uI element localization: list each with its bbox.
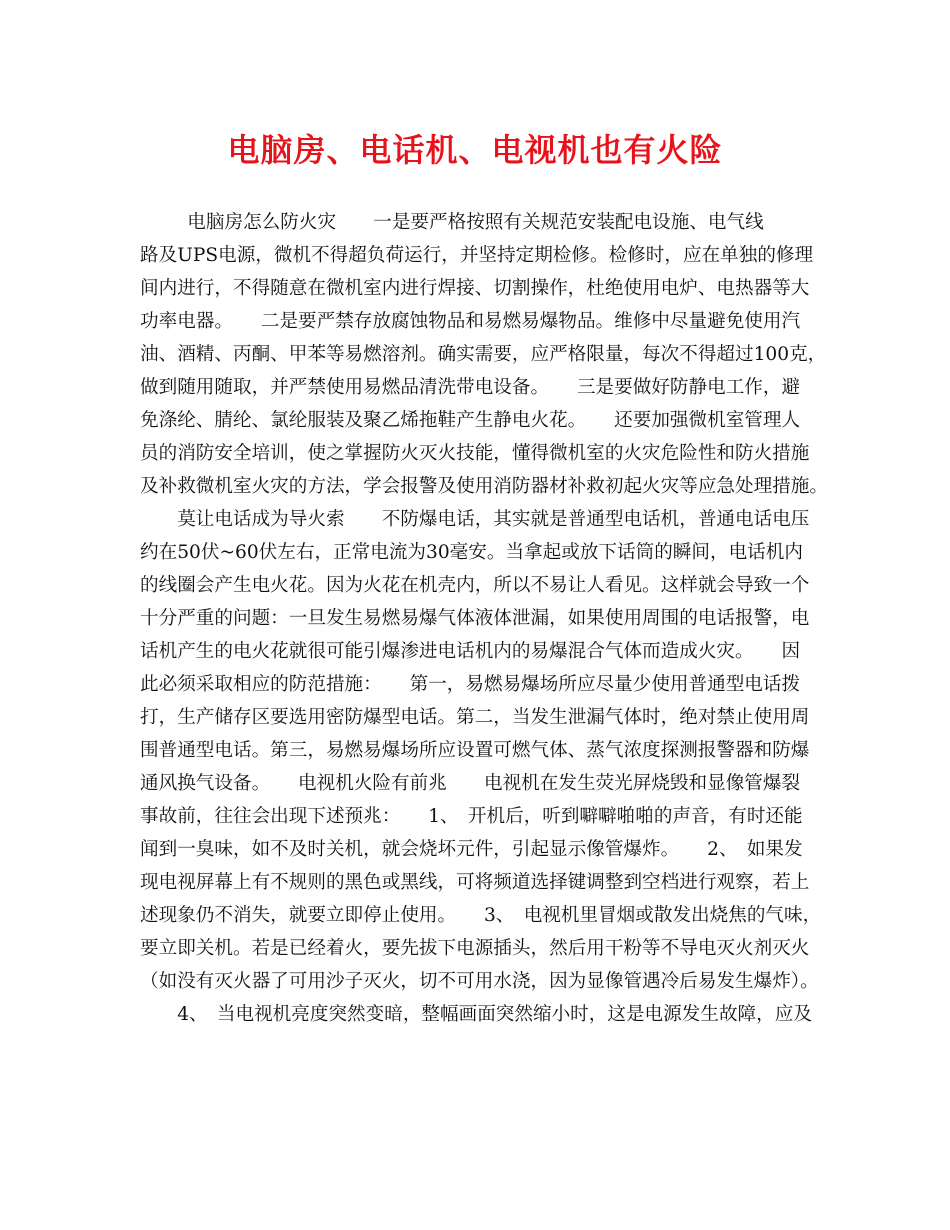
body-line: 免涤纶、腈纶、氯纶服装及聚乙烯拖鞋产生静电火花。 还要加强微机室管理人 xyxy=(140,410,801,431)
body-line: 做到随用随取，并严禁使用易燃品清洗带电设备。 三是要做好防静电工作，避 xyxy=(140,377,801,398)
body-line: （如没有灭火器了可用沙子灭火，切不可用水浇，因为显像管遇冷后易发生爆炸）。 xyxy=(140,971,819,992)
body-line: 通风换气设备。 电视机火险有前兆 电视机在发生荧光屏烧毁和显像管爆裂 xyxy=(140,773,801,794)
body-line: 的线圈会产生电火花。因为火花在机壳内，所以不易让人看见。这样就会导致一个 xyxy=(140,575,810,596)
document-title: 电脑房、电话机、电视机也有火险 xyxy=(227,131,723,169)
body-line: 莫让电话成为导火索 不防爆电话，其实就是普通型电话机，普通电话电压 xyxy=(140,509,810,530)
body-line: 述现象仍不消失，就要立即停止使用。 3、 电视机里冒烟或散发出烧焦的气味， xyxy=(140,905,822,926)
body-line: 路及UPS电源，微机不得超负荷运行，并坚持定期检修。检修时，应在单独的修理 xyxy=(140,245,814,266)
body-line: 4、 当电视机亮度突然变暗，整幅画面突然缩小时，这是电源发生故障，应及 xyxy=(140,1004,812,1025)
body-line: 此必须采取相应的防范措施： 第一，易燃易爆场所应尽量少使用普通型电话拨 xyxy=(140,674,801,695)
body-line: 员的消防安全培训，使之掌握防火灭火技能，懂得微机室的火灾危险性和防火措施 xyxy=(140,443,810,464)
body-line: 电脑房怎么防火灾 一是要严格按照有关规范安装配电设施、电气线 xyxy=(140,212,764,233)
body-line: 功率电器。 二是要严禁存放腐蚀物品和易燃易爆物品。维修中尽量避免使用汽 xyxy=(140,311,801,332)
body-line: 油、酒精、丙酮、甲苯等易燃溶剂。确实需要，应严格限量，每次不得超过100克， xyxy=(140,344,827,365)
body-line: 打，生产储存区要选用密防爆型电话。第二，当发生泄漏气体时，绝对禁止使用周 xyxy=(140,707,810,728)
body-line: 要立即关机。若是已经着火，要先拔下电源插头，然后用干粉等不导电灭火剂灭火 xyxy=(140,938,810,959)
body-line: 话机产生的电火花就很可能引爆渗进电话机内的易爆混合气体而造成火灾。 因 xyxy=(140,641,801,662)
body-line: 约在50伏~60伏左右，正常电流为30毫安。当拿起或放下话筒的瞬间，电话机内 xyxy=(140,542,803,563)
body-line: 及补救微机室火灾的方法，学会报警及使用消防器材补救初起火灾等应急处理措施。 xyxy=(140,476,828,497)
body-line: 间内进行，不得随意在微机室内进行焊接、切割操作，杜绝使用电炉、电热器等大 xyxy=(140,278,810,299)
body-line: 事故前，往往会出现下述预兆： 1、 开机后，听到噼噼啪啪的声音，有时还能 xyxy=(140,806,803,827)
body-line: 围普通型电话。第三，易燃易爆场所应设置可燃气体、蒸气浓度探测报警器和防爆 xyxy=(140,740,810,761)
body-line: 闻到一臭味，如不及时关机，就会烧坏元件，引起显示像管爆炸。 2、 如果发 xyxy=(140,839,803,860)
body-line: 十分严重的问题：一旦发生易燃易爆气体液体泄漏，如果使用周围的电话报警，电 xyxy=(140,608,810,629)
body-line: 现电视屏幕上有不规则的黑色或黑线，可将频道选择键调整到空档进行观察，若上 xyxy=(140,872,810,893)
